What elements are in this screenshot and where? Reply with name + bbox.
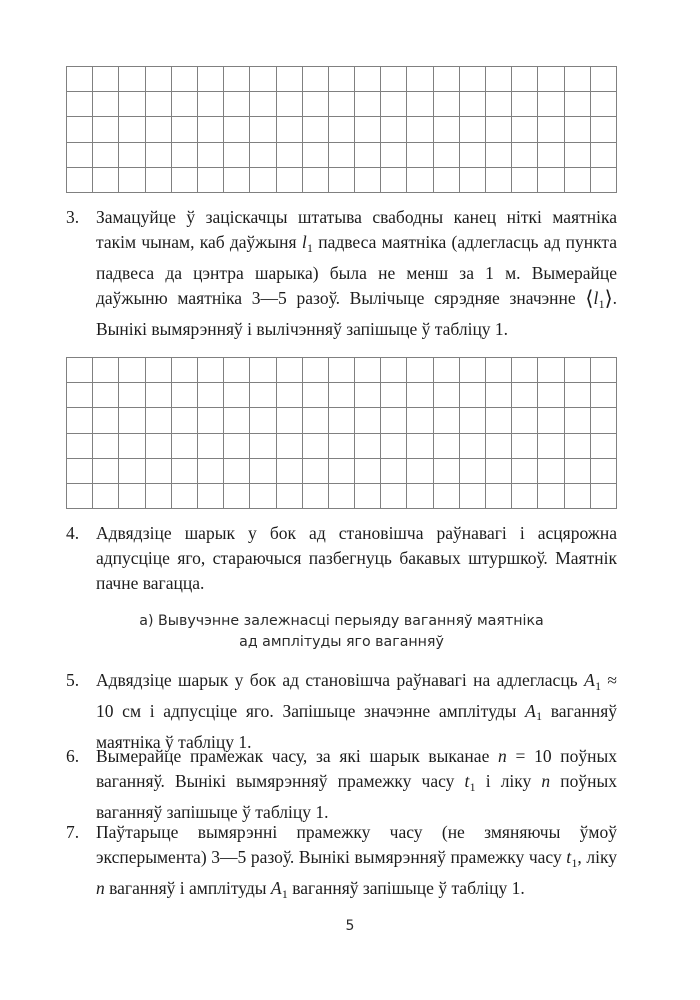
grid-cell [250, 142, 276, 167]
grid-cell [486, 167, 512, 192]
grid-cell [381, 92, 407, 117]
list-item-7 [66, 820, 617, 907]
grid-cell [302, 383, 328, 408]
grid-cell [564, 408, 590, 433]
grid-cell [459, 408, 485, 433]
grid-cell [590, 433, 616, 458]
grid-cell [67, 117, 93, 142]
grid-cell [224, 483, 250, 508]
section-heading-a-line2: ад амплітуды яго ваганняў [239, 634, 444, 650]
grid-cell [145, 483, 171, 508]
grid-cell [486, 408, 512, 433]
grid-cell [145, 433, 171, 458]
paragraph: Замацуйце ў заціскачцы штатыва свабодны канец ніткі маятніка такім чынам, каб даўжыня $l_1$ падвеса маятніка (адлегласць ад пункта падвеса да цэнтра шарыка) была не менш за 1 м. Вымерайце даўжыню маятніка 3—5 разоў. Вылічыце сярэдняе значэнне $⟨l_1⟩$. Вынікі вымярэнняў і вылічэнняў запішыце ў табліцу 1. [96, 207, 617, 339]
grid-cell [328, 433, 354, 458]
list-item-body [96, 744, 617, 825]
grid-cell [302, 433, 328, 458]
grid-cell [328, 408, 354, 433]
list-item-4 [66, 521, 617, 597]
grid-cell [381, 167, 407, 192]
grid-cell [250, 358, 276, 383]
grid-cell [538, 483, 564, 508]
grid-cell [486, 67, 512, 92]
writing-grid-top-body [67, 67, 617, 193]
grid-cell [302, 458, 328, 483]
grid-cell [93, 483, 119, 508]
grid-cell [328, 383, 354, 408]
math-var-A1: A [584, 670, 595, 690]
grid-cell [486, 358, 512, 383]
grid-cell [119, 458, 145, 483]
list-item-body [96, 820, 617, 907]
grid-cell [302, 92, 328, 117]
grid-cell [433, 433, 459, 458]
grid-cell [171, 408, 197, 433]
grid-cell [538, 458, 564, 483]
grid-cell [564, 483, 590, 508]
grid-cell [512, 117, 538, 142]
grid-cell [119, 358, 145, 383]
grid-cell [197, 383, 223, 408]
math-subscript: 1 [536, 709, 543, 724]
grid-cell [276, 433, 302, 458]
grid-cell [250, 92, 276, 117]
grid-cell [171, 383, 197, 408]
grid-cell [538, 92, 564, 117]
grid-cell [224, 358, 250, 383]
grid-cell [224, 408, 250, 433]
grid-row [67, 92, 617, 117]
math-var-n: n [498, 746, 507, 766]
grid-row [67, 117, 617, 142]
grid-cell [355, 117, 381, 142]
grid-cell [590, 458, 616, 483]
grid-cell [328, 458, 354, 483]
grid-cell [590, 117, 616, 142]
grid-cell [328, 483, 354, 508]
grid-cell [512, 483, 538, 508]
math-subscript: 1 [571, 855, 578, 870]
grid-cell [590, 167, 616, 192]
list-item-body [96, 668, 617, 755]
grid-cell [538, 167, 564, 192]
grid-cell [250, 117, 276, 142]
grid-cell [119, 67, 145, 92]
grid-cell [145, 358, 171, 383]
grid-cell [93, 142, 119, 167]
grid-cell [433, 408, 459, 433]
grid-cell [381, 433, 407, 458]
grid-cell [433, 358, 459, 383]
math-var-n: n [541, 771, 551, 792]
grid-cell [302, 67, 328, 92]
grid-cell [145, 67, 171, 92]
list-item-number: 5. [66, 670, 80, 690]
grid-cell [224, 142, 250, 167]
grid-cell [564, 117, 590, 142]
grid-cell [119, 383, 145, 408]
grid-cell [512, 358, 538, 383]
grid-cell [119, 167, 145, 192]
grid-cell [224, 167, 250, 192]
grid-row [67, 358, 617, 383]
grid-cell [171, 358, 197, 383]
math-subscript: 1 [595, 678, 602, 693]
grid-cell [250, 483, 276, 508]
grid-cell [538, 67, 564, 92]
grid-cell [302, 483, 328, 508]
math-var-A1: A [525, 700, 536, 721]
grid-cell [433, 67, 459, 92]
writing-grid-middle-body [67, 358, 617, 509]
grid-cell [512, 408, 538, 433]
grid-cell [459, 383, 485, 408]
grid-cell [590, 408, 616, 433]
grid-row [67, 408, 617, 433]
grid-cell [590, 483, 616, 508]
grid-cell [381, 408, 407, 433]
list-item-number: 7. [66, 822, 80, 842]
grid-cell [355, 67, 381, 92]
grid-cell [328, 117, 354, 142]
grid-cell [197, 358, 223, 383]
grid-cell [407, 167, 433, 192]
section-heading-a-line1: а) Вывучэнне залежнасці перыяду ваганняў маятніка [139, 613, 544, 629]
grid-cell [486, 142, 512, 167]
grid-cell [276, 142, 302, 167]
paragraph: Адвядзіце шарык у бок ад становішча раўнавагі і асцярожна адпусціце яго, стараючыся пазбегнуць бакавых штуршкоў. Маятнік пачне вагацца. [96, 523, 617, 594]
angle-bracket-close: ⟩ [604, 288, 613, 311]
grid-cell [276, 92, 302, 117]
grid-cell [328, 358, 354, 383]
grid-cell [302, 408, 328, 433]
grid-cell [302, 358, 328, 383]
writing-grid-middle [66, 357, 617, 509]
grid-cell [250, 67, 276, 92]
grid-cell [67, 142, 93, 167]
grid-cell [538, 383, 564, 408]
grid-cell [538, 358, 564, 383]
grid-cell [119, 142, 145, 167]
grid-cell [67, 483, 93, 508]
grid-cell [564, 358, 590, 383]
grid-cell [197, 458, 223, 483]
grid-cell [433, 142, 459, 167]
math-var-t1: t [464, 771, 470, 792]
grid-cell [486, 383, 512, 408]
grid-cell [250, 408, 276, 433]
grid-cell [590, 142, 616, 167]
grid-cell [328, 167, 354, 192]
grid-row [67, 167, 617, 192]
grid-cell [224, 67, 250, 92]
grid-cell [433, 458, 459, 483]
grid-cell [459, 117, 485, 142]
grid-cell [197, 167, 223, 192]
grid-cell [145, 383, 171, 408]
grid-cell [512, 383, 538, 408]
grid-cell [512, 458, 538, 483]
grid-row [67, 142, 617, 167]
grid-cell [538, 433, 564, 458]
grid-cell [145, 142, 171, 167]
grid-cell [171, 142, 197, 167]
grid-cell [171, 167, 197, 192]
grid-cell [93, 358, 119, 383]
grid-cell [355, 408, 381, 433]
grid-cell [93, 408, 119, 433]
grid-cell [459, 458, 485, 483]
grid-cell [459, 142, 485, 167]
grid-cell [512, 67, 538, 92]
grid-cell [538, 117, 564, 142]
grid-cell [355, 167, 381, 192]
paragraph: Паўтарыце вымярэнні прамежку часу (не змяняючы ўмоў эксперымента) 3—5 разоў. Вынікі вымярэнняў прамежку часу $t_1$, ліку n ваганняў і амплітуды $A_1$ ваганняў запішыце ў табліцу 1. [96, 822, 617, 901]
grid-cell [250, 167, 276, 192]
math-var-t1: t [566, 847, 572, 868]
grid-cell [250, 458, 276, 483]
grid-cell [171, 117, 197, 142]
grid-cell [119, 92, 145, 117]
grid-cell [590, 383, 616, 408]
grid-cell [328, 142, 354, 167]
grid-cell [459, 92, 485, 117]
grid-cell [486, 458, 512, 483]
grid-cell [381, 483, 407, 508]
grid-cell [407, 142, 433, 167]
grid-cell [171, 67, 197, 92]
grid-cell [93, 67, 119, 92]
grid-cell [590, 92, 616, 117]
grid-cell [564, 167, 590, 192]
grid-cell [355, 358, 381, 383]
math-subscript: 1 [307, 240, 313, 255]
grid-cell [276, 117, 302, 142]
grid-cell [145, 167, 171, 192]
grid-cell [197, 142, 223, 167]
grid-cell [564, 383, 590, 408]
grid-cell [276, 67, 302, 92]
grid-cell [459, 483, 485, 508]
grid-cell [512, 92, 538, 117]
list-item-number: 6. [66, 746, 80, 766]
grid-cell [564, 92, 590, 117]
grid-cell [276, 358, 302, 383]
grid-cell [171, 458, 197, 483]
writing-grid-top [66, 66, 617, 193]
grid-cell [145, 92, 171, 117]
grid-cell [459, 433, 485, 458]
grid-cell [407, 92, 433, 117]
list-item-6 [66, 744, 617, 825]
grid-cell [119, 408, 145, 433]
grid-cell [93, 458, 119, 483]
angle-bracket-open: ⟨ [585, 288, 594, 311]
grid-cell [328, 67, 354, 92]
grid-cell [486, 483, 512, 508]
grid-cell [67, 67, 93, 92]
grid-cell [355, 483, 381, 508]
page-number: 5 [345, 918, 355, 934]
grid-cell [355, 458, 381, 483]
grid-cell [512, 433, 538, 458]
grid-row [67, 67, 617, 92]
grid-cell [433, 117, 459, 142]
grid-cell [433, 92, 459, 117]
grid-row [67, 433, 617, 458]
grid-cell [355, 142, 381, 167]
grid-cell [512, 142, 538, 167]
grid-cell [433, 383, 459, 408]
grid-cell [381, 67, 407, 92]
grid-cell [407, 458, 433, 483]
grid-cell [93, 167, 119, 192]
grid-cell [93, 433, 119, 458]
math-var-A1: A [270, 877, 282, 898]
grid-cell [224, 433, 250, 458]
grid-cell [276, 408, 302, 433]
grid-cell [171, 483, 197, 508]
grid-cell [197, 92, 223, 117]
grid-cell [459, 358, 485, 383]
grid-cell [302, 142, 328, 167]
grid-cell [381, 458, 407, 483]
grid-cell [197, 408, 223, 433]
grid-cell [564, 433, 590, 458]
paragraph: Вымерайце прамежак часу, за які шарык выканае n = 10 поўных ваганняў. Вынікі вымярэнняў прамежку часу $t_1$ і ліку n поўных ваганняў запішыце ў табліцу 1. [96, 746, 618, 822]
grid-cell [276, 383, 302, 408]
grid-cell [564, 458, 590, 483]
grid-cell [145, 117, 171, 142]
section-heading-a [66, 611, 617, 653]
grid-cell [224, 383, 250, 408]
math-subscript: 1 [281, 886, 288, 901]
grid-cell [433, 167, 459, 192]
grid-cell [459, 67, 485, 92]
grid-cell [224, 458, 250, 483]
grid-cell [171, 433, 197, 458]
list-item-number: 4. [66, 523, 80, 543]
grid-cell [224, 92, 250, 117]
math-var-l1: l [301, 232, 307, 253]
grid-cell [486, 117, 512, 142]
grid-cell [355, 92, 381, 117]
math-var-l1-mean: l [593, 288, 599, 309]
math-subscript: 1 [598, 296, 605, 311]
grid-cell [407, 67, 433, 92]
grid-cell [355, 383, 381, 408]
grid-cell [119, 483, 145, 508]
grid-cell [276, 458, 302, 483]
grid-cell [381, 358, 407, 383]
grid-cell [407, 383, 433, 408]
grid-cell [67, 383, 93, 408]
list-item-body [96, 205, 617, 342]
math-var-n: n [96, 877, 105, 898]
grid-cell [67, 433, 93, 458]
grid-cell [486, 92, 512, 117]
grid-row [67, 483, 617, 508]
grid-cell [93, 92, 119, 117]
grid-cell [67, 408, 93, 433]
grid-cell [590, 358, 616, 383]
grid-cell [381, 117, 407, 142]
grid-cell [407, 433, 433, 458]
grid-cell [119, 433, 145, 458]
grid-cell [145, 408, 171, 433]
list-item-5 [66, 668, 617, 755]
list-item-number: 3. [66, 207, 80, 227]
grid-cell [407, 483, 433, 508]
grid-cell [197, 433, 223, 458]
grid-cell [512, 167, 538, 192]
math-subscript: 1 [469, 779, 476, 794]
grid-cell [197, 67, 223, 92]
grid-cell [407, 408, 433, 433]
grid-cell [564, 67, 590, 92]
grid-row [67, 383, 617, 408]
grid-cell [171, 92, 197, 117]
grid-cell [276, 483, 302, 508]
grid-cell [381, 383, 407, 408]
grid-cell [407, 358, 433, 383]
grid-cell [486, 433, 512, 458]
grid-cell [355, 433, 381, 458]
grid-cell [433, 483, 459, 508]
grid-cell [93, 383, 119, 408]
grid-cell [302, 167, 328, 192]
grid-cell [145, 458, 171, 483]
grid-row [67, 458, 617, 483]
paragraph: Адвядзіце шарык у бок ад становішча раўнавагі на адлегласць $A_1 \approx 10$ см і адпусціце яго. Запішыце значэнне амплітуды $A_1$ ваганняў маятніка ў табліцу 1. [96, 670, 618, 752]
grid-cell [224, 117, 250, 142]
grid-cell [67, 92, 93, 117]
grid-cell [538, 408, 564, 433]
grid-cell [538, 142, 564, 167]
grid-cell [197, 117, 223, 142]
list-item-3 [66, 205, 617, 342]
grid-cell [67, 167, 93, 192]
list-item-body [96, 521, 617, 597]
grid-cell [328, 92, 354, 117]
grid-cell [250, 383, 276, 408]
grid-cell [459, 167, 485, 192]
grid-cell [67, 458, 93, 483]
grid-cell [302, 117, 328, 142]
grid-cell [93, 117, 119, 142]
grid-cell [276, 167, 302, 192]
grid-cell [590, 67, 616, 92]
grid-cell [381, 142, 407, 167]
grid-cell [67, 358, 93, 383]
grid-cell [407, 117, 433, 142]
grid-cell [119, 117, 145, 142]
grid-cell [197, 483, 223, 508]
grid-cell [250, 433, 276, 458]
grid-cell [564, 142, 590, 167]
